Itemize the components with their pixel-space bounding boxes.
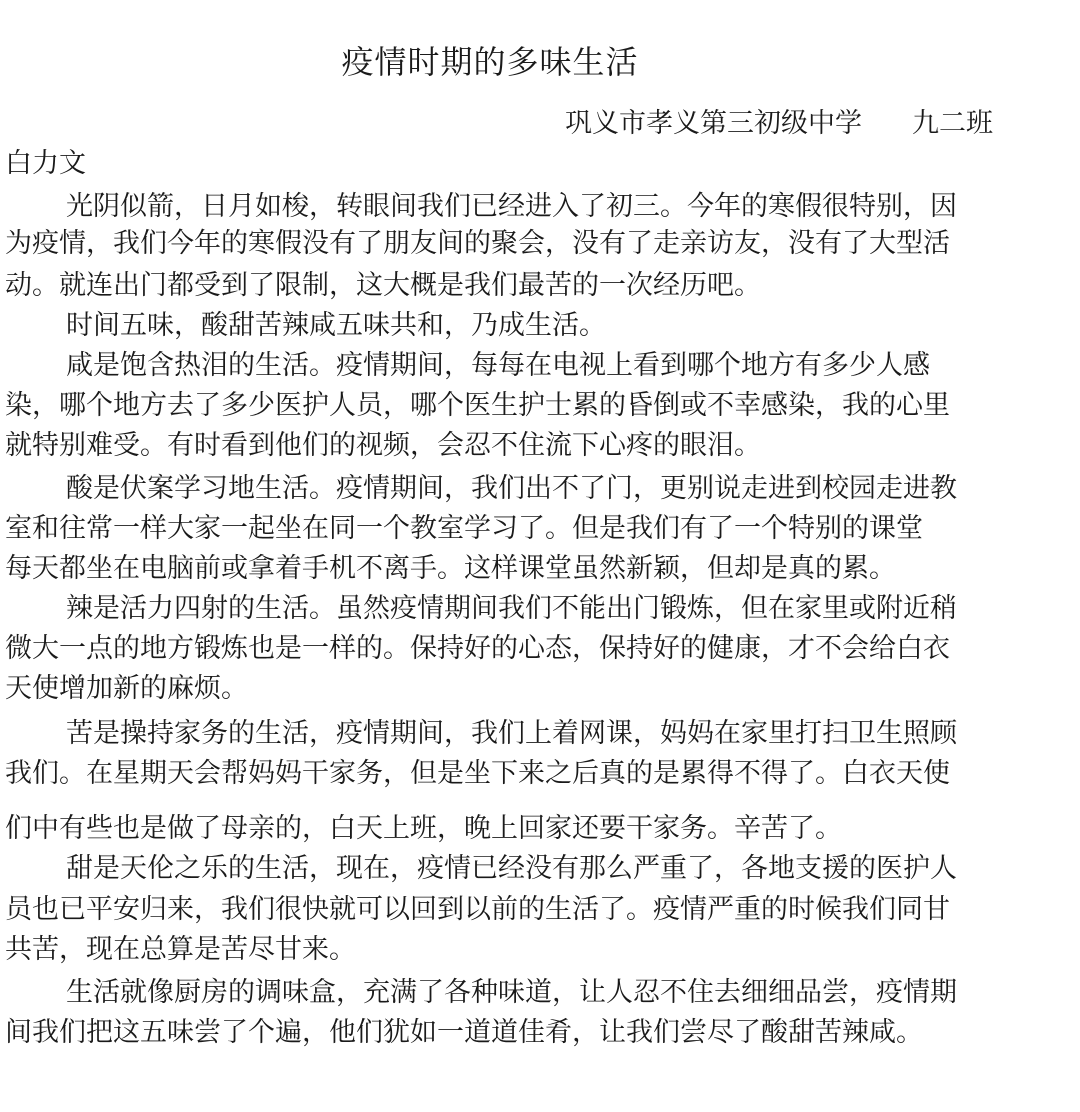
text-line: 我们。在星期天会帮妈妈干家务，但是坐下来之后真的是累得不得了。白衣天使 (5, 758, 950, 789)
text-line: 们中有些也是做了母亲的，白天上班，晚上回家还要干家务。辛苦了。 (5, 813, 842, 844)
text-line: 酸是伏案学习地生活。疫情期间，我们出不了门，更别说走进到校园走进教 (66, 473, 957, 504)
text-line: 甜是天伦之乐的生活，现在，疫情已经没有那么严重了，各地支援的医护人 (66, 853, 957, 884)
text-line: 微大一点的地方锻炼也是一样的。保持好的心态，保持好的健康，才不会给白衣 (5, 633, 950, 664)
text-line: 员也已平安归来，我们很快就可以回到以前的生活了。疫情严重的时候我们同甘 (5, 894, 950, 925)
class-name: 九二班 (912, 108, 993, 139)
text-line: 辣是活力四射的生活。虽然疫情期间我们不能出门锻炼，但在家里或附近稍 (66, 593, 957, 624)
text-line: 每天都坐在电脑前或拿着手机不离手。这样课堂虽然新颖，但却是真的累。 (5, 553, 896, 584)
text-line: 时间五味，酸甜苦辣咸五味共和，乃成生活。 (66, 310, 606, 341)
byline (565, 104, 993, 144)
text-line: 动。就连出门都受到了限制，这大概是我们最苦的一次经历吧。 (5, 270, 761, 301)
text-line: 染，哪个地方去了多少医护人员，哪个医生护士累的昏倒或不幸感染，我的心里 (5, 390, 950, 421)
text-line: 咸是饱含热泪的生活。疫情期间，每每在电视上看到哪个地方有多少人感 (66, 350, 930, 381)
document-title: 疫情时期的多味生活 (341, 43, 639, 81)
text-line: 共苦，现在总算是苦尽甘来。 (5, 934, 356, 965)
text-line: 间我们把这五味尝了个遍，他们犹如一道道佳肴，让我们尝尽了酸甜苦辣咸。 (5, 1017, 923, 1048)
school-name: 巩义市孝义第三初级中学 (565, 108, 862, 139)
author-name: 白力文 (5, 148, 86, 179)
text-line: 就特别难受。有时看到他们的视频，会忍不住流下心疼的眼泪。 (5, 430, 761, 461)
text-line: 为疫情，我们今年的寒假没有了朋友间的聚会，没有了走亲访友，没有了大型活 (5, 228, 950, 259)
text-line: 光阴似箭，日月如梭，转眼间我们已经进入了初三。今年的寒假很特别，因 (66, 191, 957, 222)
text-line: 室和往常一样大家一起坐在同一个教室学习了。但是我们有了一个特别的课堂 (5, 513, 923, 544)
text-line: 生活就像厨房的调味盒，充满了各种味道，让人忍不住去细细品尝，疫情期 (66, 977, 957, 1008)
text-line: 天使增加新的麻烦。 (5, 673, 248, 704)
text-line: 苦是操持家务的生活，疫情期间，我们上着网课，妈妈在家里打扫卫生照顾 (66, 718, 957, 749)
